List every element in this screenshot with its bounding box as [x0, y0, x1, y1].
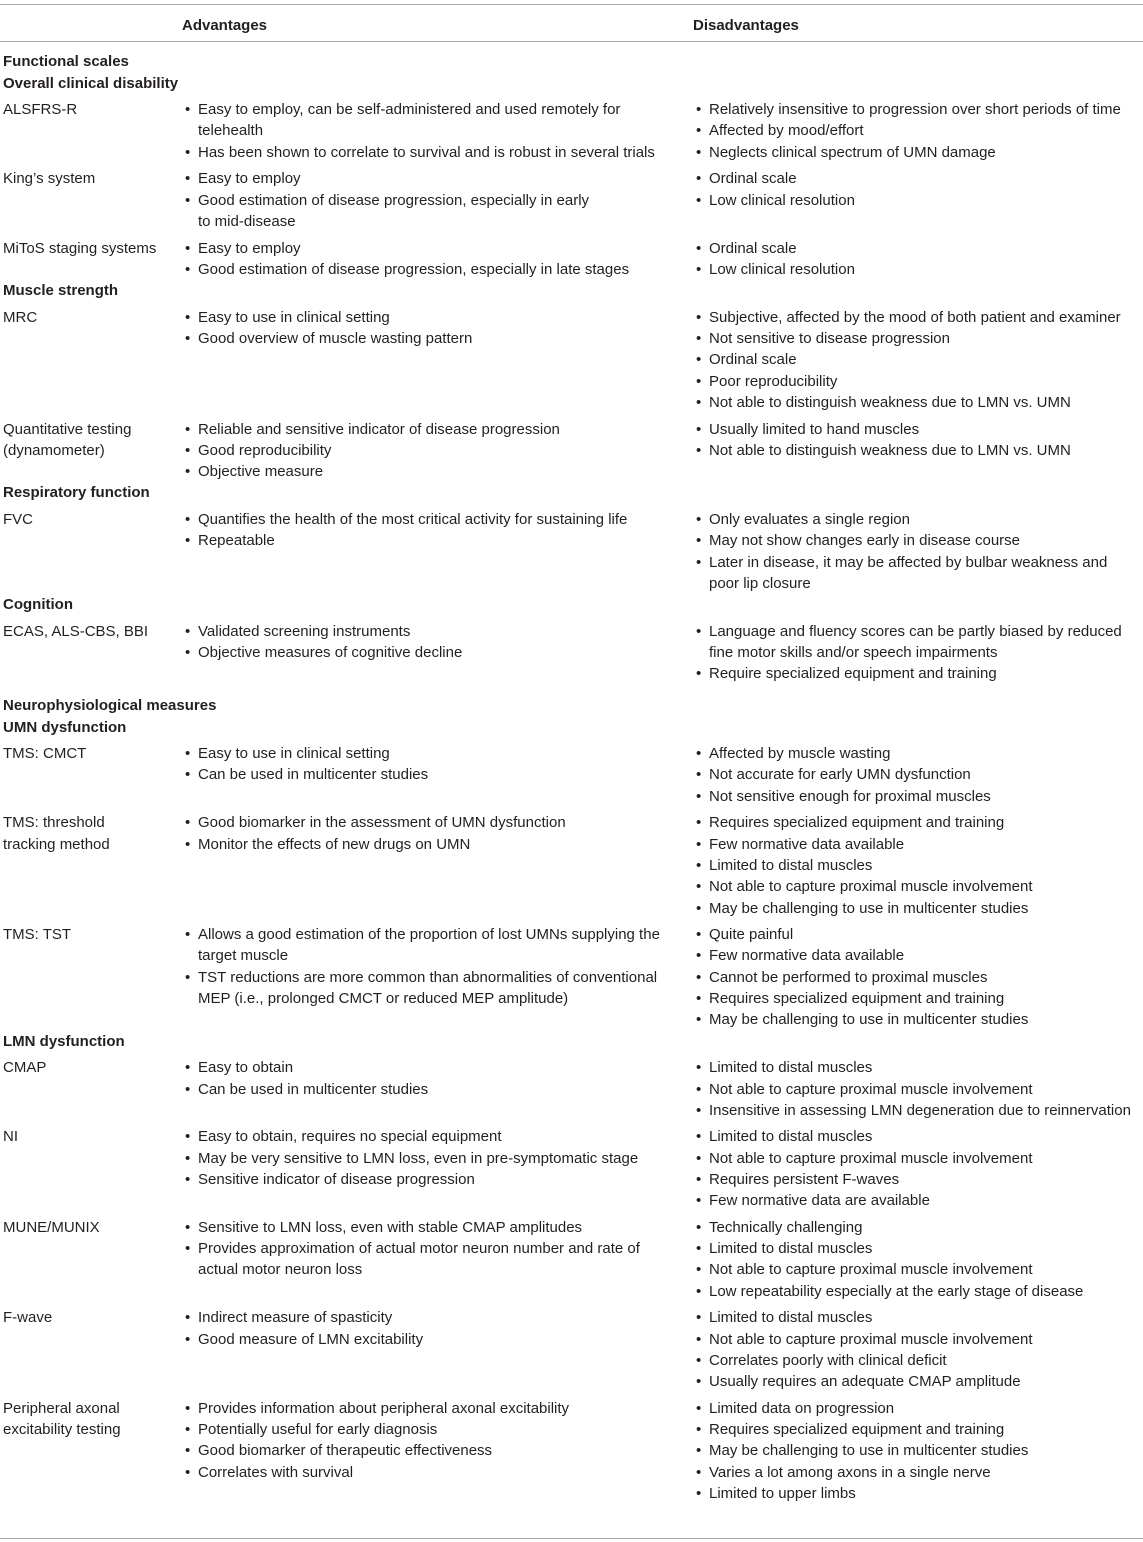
row-label: NI: [3, 1128, 18, 1146]
item-text: Easy to employ, can be self-administered and used remotely for telehealth: [198, 101, 621, 140]
disadvantage-item: [693, 1169, 1143, 1190]
advantage-item: [182, 461, 693, 482]
disadvantages-list: [693, 621, 1143, 685]
item-text: Can be used in multicenter studies: [198, 1080, 429, 1098]
advantage-item: [182, 1462, 693, 1483]
advantage-item: [182, 1169, 693, 1190]
item-text: Affected by muscle wasting: [709, 745, 891, 763]
disadvantage-item: [693, 371, 1143, 392]
disadvantage-item: [693, 1259, 1143, 1280]
advantage-item: [182, 1398, 693, 1419]
disadvantage-item: [693, 876, 1143, 897]
item-text: May not show changes early in disease course: [709, 532, 1021, 550]
disadvantages-list: [693, 812, 1143, 918]
disadvantage-item: [693, 1190, 1143, 1211]
advantage-item: [182, 812, 693, 833]
table-row: [0, 163, 1143, 232]
item-text: Limited to distal muscles: [709, 1128, 873, 1146]
item-text: Sensitive to LMN loss, even with stable CMAP amplitudes: [198, 1218, 583, 1236]
disadvantage-item: [693, 1419, 1143, 1440]
advantages-list: [182, 1126, 693, 1211]
advantage-item: [182, 764, 693, 785]
disadvantage-item: [693, 764, 1143, 785]
advantage-item: [182, 238, 693, 259]
disadvantage-item: [693, 307, 1143, 328]
item-text: Require specialized equipment and training: [709, 665, 997, 683]
advantage-item: [182, 142, 693, 163]
row-label: Quantitative testing (dynamometer): [3, 420, 132, 459]
disadvantage-item: [693, 988, 1143, 1009]
row-label: MRC: [3, 308, 38, 326]
disadvantage-item: [693, 168, 1143, 189]
item-text: Technically challenging: [709, 1218, 863, 1236]
row-label: MUNE/MUNIX: [3, 1218, 100, 1236]
disadvantage-item: [693, 1483, 1143, 1504]
section-title: Functional scales: [3, 53, 129, 71]
table-row: [0, 616, 1143, 685]
disadvantages-list: [693, 1057, 1143, 1121]
item-text: May be very sensitive to LMN loss, even in pre-symptomatic stage: [198, 1149, 639, 1167]
disadvantage-item: [693, 349, 1143, 370]
advantages-list: [182, 419, 693, 483]
item-text: Easy to use in clinical setting: [198, 745, 390, 763]
table-row: [0, 738, 1143, 807]
table-row: [0, 1121, 1143, 1211]
item-text: Requires specialized equipment and training: [709, 990, 1005, 1008]
item-text: Has been shown to correlate to survival and is robust in several trials: [198, 143, 655, 161]
item-text: Provides information about peripheral axonal excitability: [198, 1399, 570, 1417]
table-bottom-rule: [0, 1538, 1143, 1539]
advantage-item: [182, 642, 693, 663]
item-text: Not able to capture proximal muscle involvement: [709, 1080, 1033, 1098]
advantage-item: [182, 307, 693, 328]
disadvantage-item: [693, 392, 1143, 413]
item-text: Can be used in multicenter studies: [198, 766, 429, 784]
disadvantage-item: [693, 1217, 1143, 1238]
table-header: [0, 5, 1143, 41]
item-text: Not able to capture proximal muscle involvement: [709, 878, 1033, 896]
item-text: Low clinical resolution: [709, 260, 855, 278]
disadvantage-item: [693, 663, 1143, 684]
disadvantage-item: [693, 1100, 1143, 1121]
item-text: May be challenging to use in multicenter studies: [709, 899, 1029, 917]
advantage-item: [182, 924, 693, 967]
group-title: UMN dysfunction: [3, 718, 127, 736]
item-text: Not sensitive to disease progression: [709, 330, 950, 348]
disadvantages-list: [693, 307, 1143, 413]
row-label: ECAS, ALS-CBS, BBI: [3, 622, 149, 640]
item-text: May be challenging to use in multicenter studies: [709, 1442, 1029, 1460]
advantage-item: [182, 440, 693, 461]
disadvantage-item: [693, 1057, 1143, 1078]
disadvantages-list: [693, 1217, 1143, 1302]
disadvantage-item: [693, 1238, 1143, 1259]
advantage-item: [182, 259, 693, 280]
advantage-item: [182, 1419, 693, 1440]
disadvantage-item: [693, 328, 1143, 349]
table-row: [0, 413, 1143, 482]
disadvantage-item: [693, 552, 1143, 595]
advantages-list: [182, 307, 693, 413]
advantage-item: [182, 1217, 693, 1238]
item-text: Repeatable: [198, 532, 275, 550]
item-text: Language and fluency scores can be partly biased by reduced fine motor skills and/or speech impairments: [709, 622, 1122, 662]
disadvantage-item: [693, 238, 1143, 259]
disadvantage-item: [693, 621, 1143, 664]
disadvantage-item: [693, 1079, 1143, 1100]
advantage-item: [182, 621, 693, 642]
item-text: Low repeatability especially at the early stage of disease: [709, 1282, 1084, 1300]
table-row: [0, 94, 1143, 163]
advantages-list: [182, 1217, 693, 1302]
disadvantages-list: [693, 1126, 1143, 1211]
disadvantage-item: [693, 509, 1143, 530]
advantages-list: [182, 621, 693, 685]
disadvantage-item: [693, 834, 1143, 855]
advantages-list: [182, 924, 693, 1030]
advantage-item: [182, 1307, 693, 1328]
disadvantage-item: [693, 530, 1143, 551]
item-text: Requires specialized equipment and training: [709, 814, 1005, 832]
item-text: Not able to distinguish weakness due to LMN vs. UMN: [709, 393, 1071, 411]
row-label: TMS: TST: [3, 926, 72, 944]
disadvantage-item: [693, 898, 1143, 919]
row-label: ALSFRS-R: [3, 101, 78, 119]
item-text: Usually limited to hand muscles: [709, 420, 920, 438]
disadvantage-item: [693, 142, 1143, 163]
row-label: CMAP: [3, 1059, 47, 1077]
disadvantages-list: [693, 743, 1143, 807]
disadvantage-item: [693, 190, 1143, 211]
disadvantage-item: [693, 1398, 1143, 1419]
item-text: Limited to distal muscles: [709, 1309, 873, 1327]
item-text: Correlates with survival: [198, 1463, 354, 1481]
advantage-item: [182, 1079, 693, 1100]
item-text: Objective measures of cognitive decline: [198, 644, 463, 662]
item-text: Limited to distal muscles: [709, 1240, 873, 1258]
group-title: LMN dysfunction: [3, 1032, 125, 1050]
group-title: Overall clinical disability: [3, 74, 179, 92]
advantage-item: [182, 530, 693, 551]
advantages-list: [182, 168, 693, 232]
header-disadvantages: Disadvantages: [693, 17, 799, 34]
item-text: Few normative data available: [709, 835, 905, 853]
advantage-item: [182, 168, 693, 189]
item-text: Only evaluates a single region: [709, 511, 910, 529]
advantage-item: [182, 1440, 693, 1461]
item-text: Not able to capture proximal muscle involvement: [709, 1261, 1033, 1279]
item-text: Limited to upper limbs: [709, 1485, 856, 1503]
table-row: [0, 232, 1143, 280]
item-text: Reliable and sensitive indicator of disease progression: [198, 420, 560, 438]
row-label: TMS: CMCT: [3, 745, 87, 763]
advantage-item: [182, 1148, 693, 1169]
disadvantage-item: [693, 1009, 1143, 1030]
table-row: [0, 1212, 1143, 1302]
advantage-item: [182, 1329, 693, 1350]
item-text: Insensitive in assessing LMN degeneration due to reinnervation: [709, 1101, 1131, 1119]
disadvantage-item: [693, 1281, 1143, 1302]
item-text: Few normative data available: [709, 947, 905, 965]
table-row: [0, 1302, 1143, 1392]
disadvantage-item: [693, 812, 1143, 833]
table-row: [0, 807, 1143, 919]
table-row: [0, 1393, 1143, 1505]
disadvantages-list: [693, 168, 1143, 232]
group-title: Muscle strength: [3, 282, 119, 300]
header-advantages: Advantages: [182, 17, 268, 34]
disadvantage-item: [693, 1440, 1143, 1461]
advantage-item: [182, 509, 693, 530]
disadvantage-item: [693, 1126, 1143, 1147]
disadvantage-item: [693, 786, 1143, 807]
item-text: Poor reproducibility: [709, 372, 838, 390]
item-text: Easy to obtain, requires no special equipment: [198, 1128, 502, 1146]
disadvantages-list: [693, 1398, 1143, 1504]
item-text: Limited to distal muscles: [709, 1059, 873, 1077]
item-text: Varies a lot among axons in a single nerve: [709, 1463, 991, 1481]
item-text: Not able to capture proximal muscle involvement: [709, 1149, 1033, 1167]
disadvantages-list: [693, 924, 1143, 1030]
table-row: [0, 504, 1143, 594]
advantage-item: [182, 190, 693, 233]
disadvantages-list: [693, 1307, 1143, 1392]
disadvantage-item: [693, 419, 1143, 440]
disadvantage-item: [693, 1148, 1143, 1169]
section-title: Neurophysiological measures: [3, 697, 217, 715]
item-text: Relatively insensitive to progression over short periods of time: [709, 101, 1121, 119]
item-text: Indirect measure of spasticity: [198, 1309, 393, 1327]
table-row: [0, 1052, 1143, 1121]
item-text: Limited data on progression: [709, 1399, 895, 1417]
row-label: F-wave: [3, 1309, 53, 1327]
item-text: Low clinical resolution: [709, 191, 855, 209]
disadvantage-item: [693, 967, 1143, 988]
item-text: Allows a good estimation of the proportion of lost UMNs supplying the target muscle: [198, 926, 660, 965]
row-label: King’s system: [3, 170, 96, 188]
item-text: Easy to obtain: [198, 1059, 294, 1077]
item-text: Neglects clinical spectrum of UMN damage: [709, 143, 996, 161]
item-text: Ordinal scale: [709, 239, 797, 257]
item-text: Monitor the effects of new drugs on UMN: [198, 835, 471, 853]
item-text: Usually requires an adequate CMAP amplitude: [709, 1373, 1021, 1391]
item-text: Ordinal scale: [709, 351, 797, 369]
disadvantage-item: [693, 743, 1143, 764]
item-text: Easy to employ: [198, 239, 301, 257]
item-text: Later in disease, it may be affected by bulbar weakness and poor lip closure: [709, 553, 1108, 592]
group-title: Respiratory function: [3, 484, 150, 502]
advantage-item: [182, 1238, 693, 1281]
advantage-item: [182, 1057, 693, 1078]
row-label: TMS: threshold tracking method: [3, 814, 110, 853]
item-text: Objective measure: [198, 463, 324, 481]
disadvantages-list: [693, 238, 1143, 281]
item-text: Quantifies the health of the most critical activity for sustaining life: [198, 511, 628, 529]
item-text: Cannot be performed to proximal muscles: [709, 968, 988, 986]
item-text: TST reductions are more common than abnormalities of conventional MEP (i.e., prolonged CMCT or reduced MEP amplitude): [198, 968, 658, 1008]
disadvantages-list: [693, 419, 1143, 483]
advantages-list: [182, 1398, 693, 1504]
advantages-list: [182, 509, 693, 594]
item-text: Not able to distinguish weakness due to LMN vs. UMN: [709, 441, 1071, 459]
disadvantage-item: [693, 1329, 1143, 1350]
group-title: Cognition: [3, 596, 73, 614]
disadvantage-item: [693, 924, 1143, 945]
item-text: Not accurate for early UMN dysfunction: [709, 766, 971, 784]
item-text: Requires specialized equipment and training: [709, 1421, 1005, 1439]
table-row: [0, 919, 1143, 1031]
item-text: Good estimation of disease progression, especially in late stages: [198, 260, 630, 278]
item-text: Good biomarker in the assessment of UMN dysfunction: [198, 814, 566, 832]
item-text: Requires persistent F-waves: [709, 1171, 900, 1188]
row-label: MiToS staging systems: [3, 239, 157, 257]
advantage-item: [182, 99, 693, 142]
disadvantage-item: [693, 1462, 1143, 1483]
item-text: Easy to use in clinical setting: [198, 308, 390, 326]
item-text: Correlates poorly with clinical deficit: [709, 1351, 947, 1369]
advantage-item: [182, 1126, 693, 1147]
item-text: Good overview of muscle wasting pattern: [198, 330, 473, 348]
item-text: Provides approximation of actual motor neuron number and rate of actual motor neuron loss: [198, 1240, 640, 1279]
item-text: Affected by mood/effort: [709, 122, 864, 140]
item-text: Ordinal scale: [709, 170, 797, 188]
item-text: May be challenging to use in multicenter studies: [709, 1011, 1029, 1029]
advantage-item: [182, 419, 693, 440]
disadvantage-item: [693, 1307, 1143, 1328]
disadvantage-item: [693, 440, 1143, 461]
disadvantages-list: [693, 99, 1143, 163]
disadvantage-item: [693, 99, 1143, 120]
table-row: [0, 301, 1143, 413]
row-label: Peripheral axonal excitability testing: [3, 1399, 121, 1439]
item-text: Validated screening instruments: [198, 622, 411, 640]
advantages-list: [182, 743, 693, 807]
advantages-list: [182, 1057, 693, 1121]
disadvantage-item: [693, 945, 1143, 966]
item-text: Good measure of LMN excitability: [198, 1330, 424, 1348]
item-text: Limited to distal muscles: [709, 856, 873, 874]
item-text: Not sensitive enough for proximal muscles: [709, 787, 991, 805]
disadvantage-item: [693, 1371, 1143, 1392]
item-text: Good estimation of disease progression, especially in early to mid-disease: [198, 191, 590, 230]
item-text: Good reproducibility: [198, 441, 332, 459]
item-text: Good biomarker of therapeutic effectiveness: [198, 1442, 493, 1460]
advantage-item: [182, 967, 693, 1010]
disadvantage-item: [693, 259, 1143, 280]
disadvantage-item: [693, 855, 1143, 876]
disadvantage-item: [693, 120, 1143, 141]
advantages-list: [182, 99, 693, 163]
advantage-item: [182, 834, 693, 855]
table-body: [0, 42, 1143, 1504]
item-text: Quite painful: [709, 926, 794, 944]
advantages-list: [182, 1307, 693, 1392]
disadvantages-list: [693, 509, 1143, 594]
row-label: FVC: [3, 511, 33, 529]
item-text: Subjective, affected by the mood of both patient and examiner: [709, 308, 1121, 326]
item-text: Sensitive indicator of disease progression: [198, 1171, 475, 1188]
advantages-list: [182, 812, 693, 918]
advantage-item: [182, 328, 693, 349]
item-text: Easy to employ: [198, 170, 301, 188]
disadvantage-item: [693, 1350, 1143, 1371]
advantages-list: [182, 238, 693, 281]
advantage-item: [182, 743, 693, 764]
item-text: Potentially useful for early diagnosis: [198, 1421, 438, 1439]
item-text: Not able to capture proximal muscle involvement: [709, 1330, 1033, 1348]
item-text: Few normative data are available: [709, 1192, 930, 1210]
